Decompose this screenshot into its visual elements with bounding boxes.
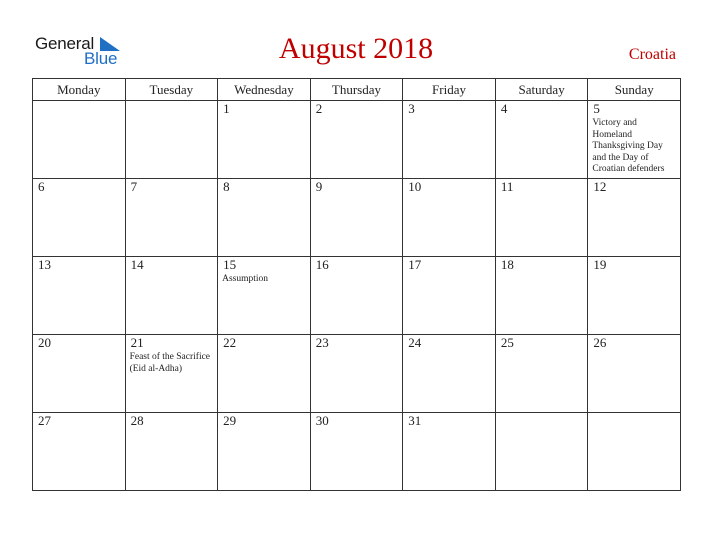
day-cell [310, 101, 403, 179]
day-cell [495, 179, 588, 257]
day-cell [310, 257, 403, 335]
day-number: 27 [38, 413, 51, 428]
day-number: 17 [408, 257, 422, 272]
day-cell [218, 335, 311, 413]
day-number: 13 [38, 257, 51, 272]
day-cell [125, 179, 218, 257]
day-cell [33, 257, 126, 335]
day-number: 5 [593, 101, 600, 116]
day-cell [125, 101, 218, 179]
day-number: 16 [315, 257, 329, 272]
day-number: 9 [315, 179, 323, 194]
day-cell [495, 413, 588, 491]
week-row [33, 257, 681, 335]
day-number: 21 [130, 335, 144, 350]
day-cell [33, 335, 126, 413]
calendar-grid [32, 78, 681, 491]
day-cell [310, 179, 403, 257]
weekday-header: Saturday [495, 79, 588, 101]
logo-blue-text: Blue [84, 49, 118, 68]
day-cell [125, 257, 218, 335]
calendar-body [33, 101, 681, 491]
day-cell [403, 179, 496, 257]
page-title: August 2018 [278, 32, 434, 65]
day-cell [588, 257, 681, 335]
day-cell [403, 413, 496, 491]
week-row [33, 335, 681, 413]
day-number: 22 [223, 335, 237, 350]
day-cell [588, 179, 681, 257]
weekday-header: Sunday [588, 79, 681, 101]
day-number: 25 [500, 335, 514, 350]
weekday-header: Monday [33, 79, 126, 101]
holiday-label: Assumption [222, 274, 269, 284]
day-number: 1 [223, 101, 230, 116]
day-number: 10 [408, 179, 422, 194]
day-number: 4 [500, 101, 508, 116]
week-row [33, 413, 681, 491]
weekday-header: Thursday [310, 79, 403, 101]
day-number: 31 [408, 413, 422, 428]
week-row [33, 179, 681, 257]
day-cell [588, 413, 681, 491]
day-number: 24 [408, 335, 422, 350]
logo-general-text: General [35, 34, 95, 53]
day-cell [495, 257, 588, 335]
day-number: 26 [593, 335, 607, 350]
week-row [33, 101, 681, 179]
day-number: 23 [315, 335, 329, 350]
day-cell [125, 335, 218, 413]
day-number: 29 [223, 413, 237, 428]
day-number: 30 [315, 413, 329, 428]
day-cell [403, 335, 496, 413]
day-cell [218, 179, 311, 257]
day-cell [588, 101, 681, 179]
day-cell [495, 101, 588, 179]
day-number: 7 [130, 179, 138, 194]
weekday-header: Friday [403, 79, 496, 101]
day-number: 2 [315, 101, 323, 116]
day-cell [310, 413, 403, 491]
day-cell [33, 101, 126, 179]
weekday-header: Tuesday [125, 79, 218, 101]
day-number: 14 [130, 257, 144, 272]
day-cell [403, 257, 496, 335]
day-number: 8 [223, 179, 230, 194]
day-number: 18 [500, 257, 514, 272]
day-cell [218, 101, 311, 179]
day-cell [218, 413, 311, 491]
day-number: 12 [593, 179, 607, 194]
day-number: 11 [500, 179, 514, 194]
day-cell [218, 257, 311, 335]
day-number: 15 [223, 257, 237, 272]
weekday-header: Wednesday [218, 79, 311, 101]
day-number: 19 [593, 257, 607, 272]
day-number: 3 [408, 101, 415, 116]
holiday-label: Feast of the Sacrifice (Eid al-Adha) [129, 352, 211, 374]
weekday-header-row [33, 79, 681, 101]
day-cell [588, 335, 681, 413]
day-number: 6 [38, 179, 45, 194]
day-cell [33, 179, 126, 257]
day-cell [125, 413, 218, 491]
day-number: 20 [38, 335, 51, 350]
day-cell [310, 335, 403, 413]
day-cell [403, 101, 496, 179]
day-cell [33, 413, 126, 491]
country-label: Croatia [628, 46, 676, 63]
day-number: 28 [130, 413, 144, 428]
holiday-label: Victory and Homeland Thanksgiving Day and the Day of Croatian defenders [592, 118, 665, 174]
day-cell [495, 335, 588, 413]
